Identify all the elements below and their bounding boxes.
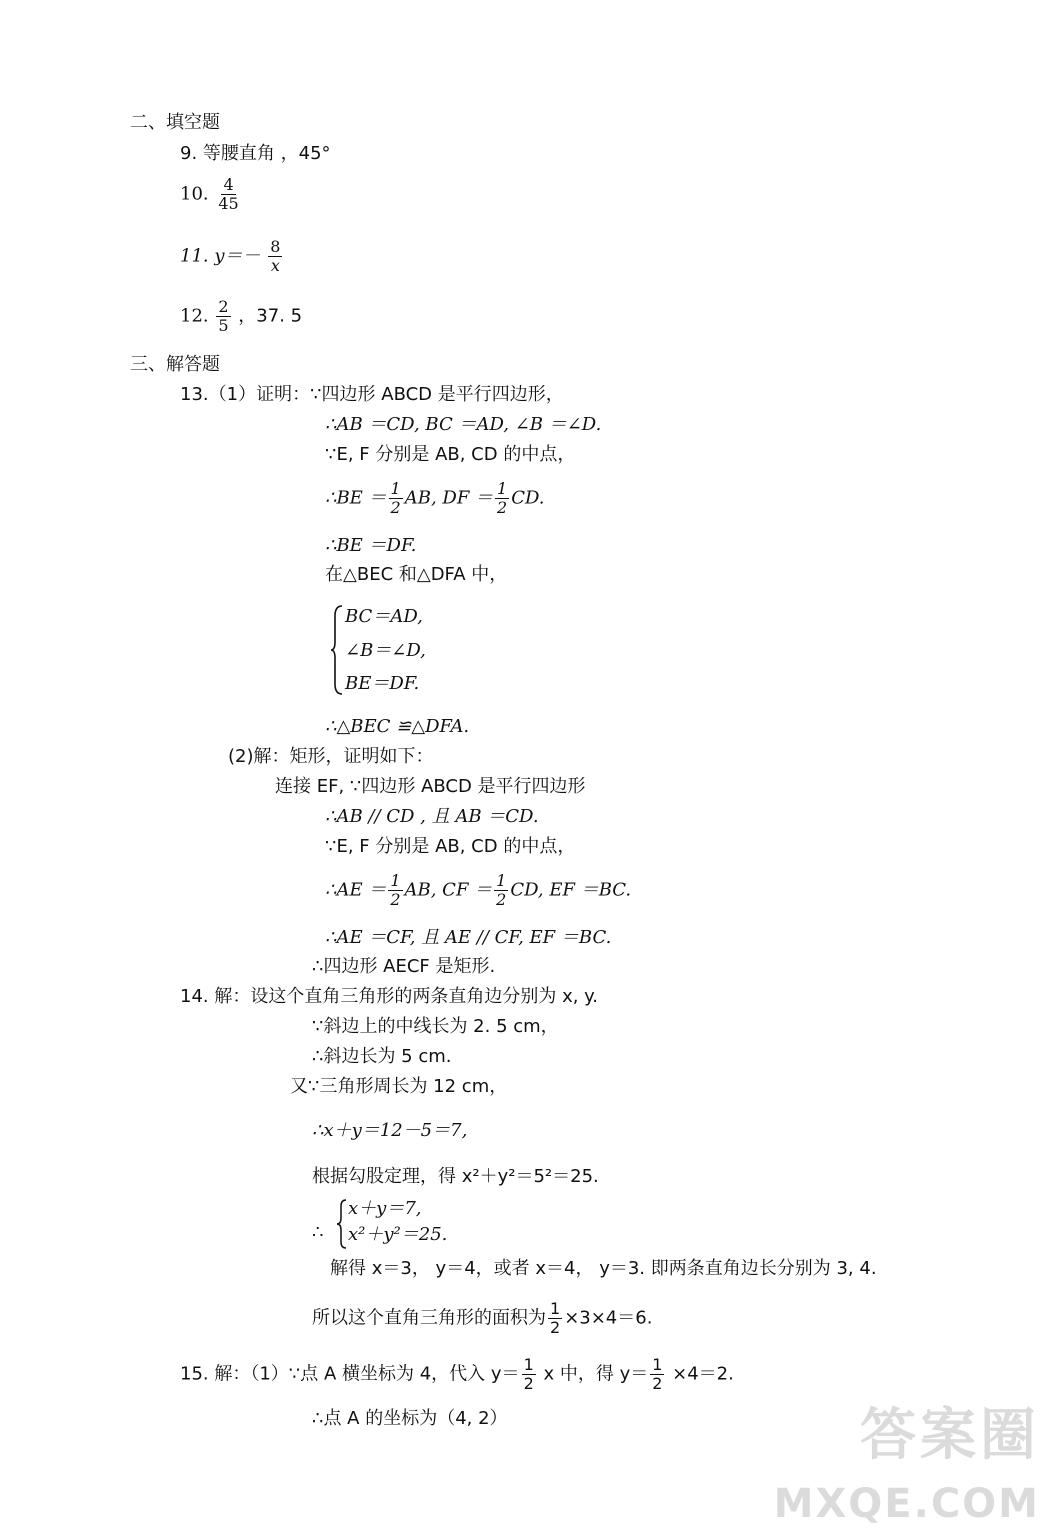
q10-numerator: 4: [223, 175, 234, 194]
q11-fraction: [268, 238, 282, 275]
q13-line4: [325, 480, 545, 517]
q13-part2-line4-fraction2: [494, 872, 508, 909]
q14-system-brace: [336, 1198, 348, 1250]
q13-part2-line5: ∴AE ＝CF, 且 AE // CF, EF ＝BC.: [325, 927, 612, 948]
q11-denominator: x: [270, 256, 280, 275]
q14-line8: [312, 1300, 652, 1337]
q12-label: 12.: [180, 305, 209, 327]
q14-system-lead: ∴: [312, 1222, 324, 1243]
q13-part2-line6: ∴四边形 AECF 是矩形.: [312, 956, 496, 977]
q14-line6: 根据勾股定理，得 x²＋y²＝5²＝25.: [312, 1166, 599, 1187]
q13-line5: ∴BE ＝DF.: [325, 535, 417, 556]
q13-part2-line1: 连接 EF, ∵四边形 ABCD 是平行四边形: [275, 776, 586, 797]
q13-line7: ∴△BEC ≌△DFA.: [325, 716, 470, 737]
q14-line5: ∴x＋y＝12－5＝7,: [312, 1120, 468, 1141]
q10-answer: [180, 176, 243, 213]
q14-line8-a: 所以这个直角三角形的面积为: [312, 1307, 546, 1329]
q14-line8-num: 1: [550, 1299, 561, 1318]
q14-line8-fraction: [548, 1300, 562, 1337]
q11-numerator: 8: [270, 237, 281, 256]
q14-system-eq1: x＋y＝7,: [348, 1198, 422, 1219]
q12-denominator: 5: [218, 316, 229, 335]
q10-fraction: [216, 176, 240, 213]
q14-line8-den: 2: [550, 1318, 561, 1337]
q15-line1-a: 15. 解：（1）∵点 A 横坐标为 4，代入 y＝: [180, 1363, 520, 1385]
q15-line1: [180, 1356, 734, 1393]
q13-part2-line3: ∵E, F 分别是 AB, CD 的中点，: [325, 836, 576, 857]
q12-answer: [180, 298, 302, 335]
q13-system-eq3: BE＝DF.: [345, 673, 420, 694]
q13-part2-line4: [325, 872, 631, 909]
section3-heading: 三、解答题: [130, 354, 220, 375]
q14-line2: ∵斜边上的中线长为 2. 5 cm，: [312, 1016, 559, 1037]
q11-label: 11. y＝－: [180, 245, 261, 267]
watermark-top: 答案圈: [860, 1403, 1040, 1468]
q14-line8-b: ×3×4＝6.: [564, 1307, 653, 1329]
q10-label: 10.: [180, 183, 209, 205]
q15-line1-fraction2: [650, 1356, 664, 1393]
q13-line6: 在△BEC 和△DFA 中，: [325, 564, 508, 585]
q13-part2-line2: ∴AB // CD , 且 AB ＝CD.: [325, 806, 539, 827]
q11-answer: [180, 238, 284, 275]
q15-line1-num1: 1: [523, 1355, 534, 1374]
q13-part2-line4-b: AB, CF ＝: [404, 879, 493, 901]
q14-system-eq2: x²＋y²＝25.: [348, 1224, 448, 1245]
q9-answer: 9. 等腰直角 ，45°: [180, 143, 331, 164]
q12-fraction: [216, 298, 230, 335]
watermark-logo: [773, 1403, 1040, 1527]
q14-line4: 又∵三角形周长为 12 cm，: [290, 1076, 508, 1097]
q15-line1-fraction1: [522, 1356, 536, 1393]
q14-line3: ∴斜边长为 5 cm.: [312, 1046, 452, 1067]
section2-heading: 二、填空题: [130, 112, 220, 133]
q13-part2-line4-num2: 1: [496, 871, 507, 890]
q13-line4-num1: 1: [390, 479, 401, 498]
q13-part2: (2)解：矩形，证明如下：: [228, 746, 434, 767]
q13-line3: ∵E, F 分别是 AB, CD 的中点，: [325, 444, 576, 465]
q10-denominator: 45: [218, 194, 239, 213]
q13-line4-fraction2: [495, 480, 509, 517]
watermark-bottom: MXQE.COM: [773, 1481, 1040, 1527]
q12-numerator: 2: [218, 297, 229, 316]
q13-part2-line4-den2: 2: [496, 890, 507, 909]
q13-line1: 13.（1）证明：∵四边形 ABCD 是平行四边形，: [180, 384, 564, 405]
q13-part2-line4-fraction1: [388, 872, 402, 909]
q13-line4-den2: 2: [497, 498, 508, 517]
q13-part2-line4-a: ∴AE ＝: [325, 879, 387, 901]
q13-system-eq1: BC＝AD,: [345, 606, 423, 627]
q13-line4-den1: 2: [390, 498, 401, 517]
q15-line1-b: x 中，得 y＝: [537, 1363, 649, 1385]
q13-part2-line4-c: CD, EF ＝BC.: [510, 879, 632, 901]
q12-tail: ，37. 5: [238, 305, 303, 327]
q13-part2-line4-den1: 2: [390, 890, 401, 909]
q14-line7: 解得 x＝3， y＝4，或者 x＝4， y＝3. 即两条直角边长分别为 3, 4.: [330, 1258, 877, 1279]
q13-line4-fraction1: [389, 480, 403, 517]
q13-line2: ∴AB ＝CD, BC ＝AD, ∠B ＝∠D.: [325, 414, 602, 435]
q13-line4-a: ∴BE ＝: [325, 487, 387, 509]
q13-line4-num2: 1: [497, 479, 508, 498]
q13-line4-b: AB, DF ＝: [404, 487, 494, 509]
q15-line1-den2: 2: [652, 1374, 663, 1393]
q15-line1-num2: 1: [652, 1355, 663, 1374]
q14-line1: 14. 解：设这个直角三角形的两条直角边分别为 x, y.: [180, 986, 598, 1007]
q13-system-eq2: ∠B＝∠D,: [345, 640, 426, 661]
q15-line1-den1: 2: [523, 1374, 534, 1393]
q13-part2-line4-num1: 1: [390, 871, 401, 890]
q15-line2: ∴点 A 的坐标为（4, 2）: [312, 1408, 508, 1429]
q15-line1-c: ×4＝2.: [666, 1363, 734, 1385]
q13-system-brace: [330, 604, 344, 696]
q13-line4-c: CD.: [511, 487, 545, 509]
